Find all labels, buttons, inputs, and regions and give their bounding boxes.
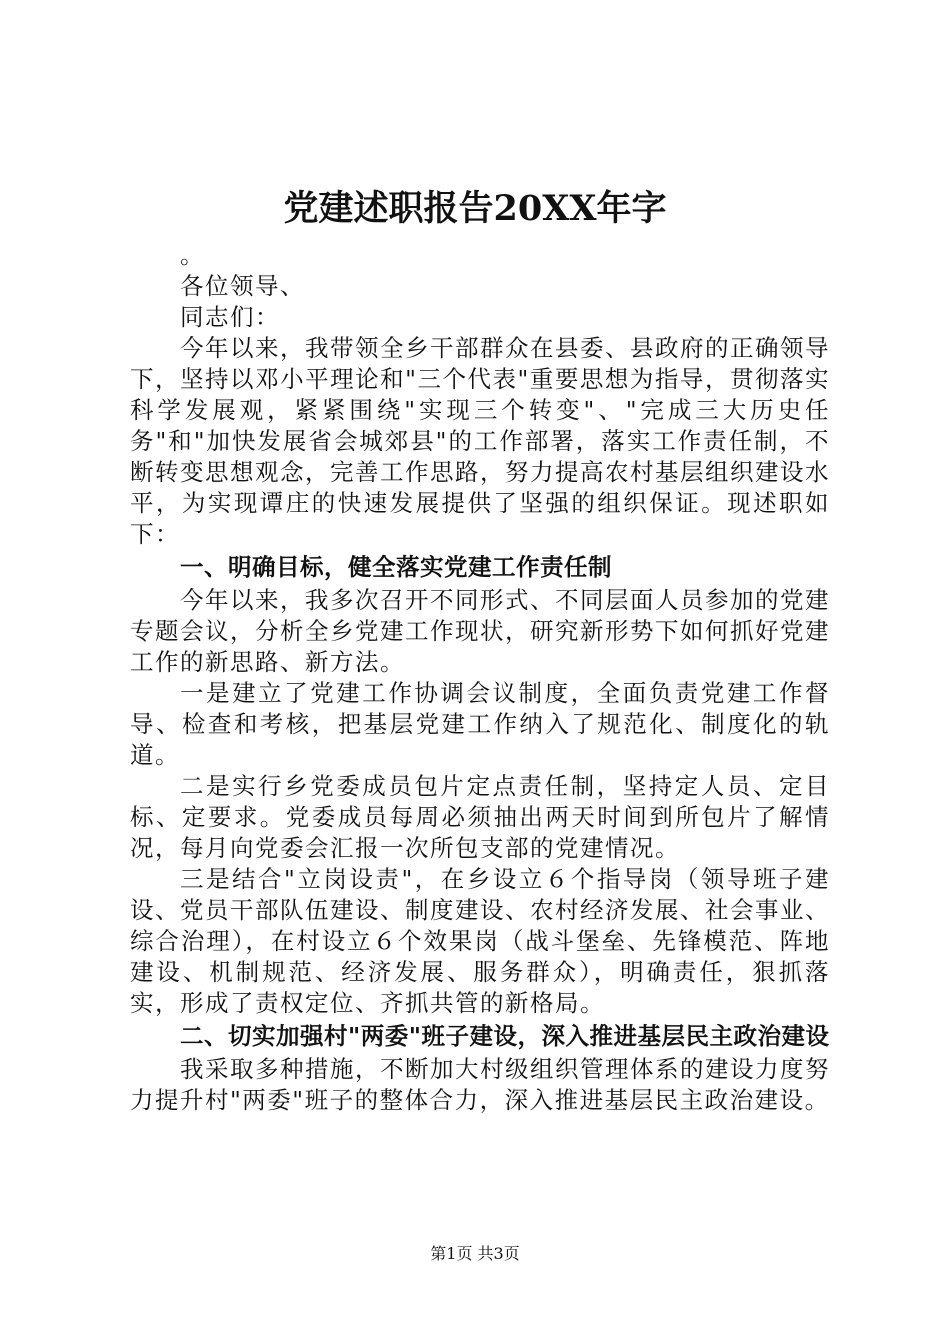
paragraph: 三是结合"立岗设责"，在乡设立６个指导岗（领导班子建设、党员干部队伍建设、制度建设、农村经济发展、社会事业、综合治理），在村设立６个效果岗（战斗堡垒、先锋模范、阵地建设、机制规范、经济发展、服务群众），明确责任，狠抓落实，形成了责权定位、齐抓共管的新格局。 [130, 865, 830, 1017]
paragraph: 今年以来，我带领全乡干部群众在县委、县政府的正确领导下，坚持以邓小平理论和"三个代表"重要思想为指导，贯彻落实科学发展观，紧紧围绕"实现三个转变"、"完成三大历史任务"和"加快发展省会城郊县"的工作部署，落实工作责任制，不断转变思想观念，完善工作思路，努力提高农村基层组织建设水平，为实现谭庄的快速发展提供了坚强的组织保证。现述职如下： [130, 334, 830, 548]
salutation: 各位领导、 [180, 272, 305, 300]
document-body [130, 240, 830, 1116]
paragraph: 。 [180, 241, 205, 269]
salutation: 同志们： [180, 303, 280, 331]
paragraph: 一是建立了党建工作协调会议制度，全面负责党建工作督导、检查和考核，把基层党建工作纳入了规范化、制度化的轨道。 [130, 679, 830, 769]
paragraph: 我采取多种措施，不断加大村级组织管理体系的建设力度努力提升村"两委"班子的整体合力，深入推进基层民主政治建设。 [130, 1055, 830, 1114]
section-heading: 一、明确目标，健全落实党建工作责任制 [180, 553, 612, 581]
paragraph: 今年以来，我多次召开不同形式、不同层面人员参加的党建专题会议，分析全乡党建工作现状，研究新形势下如何抓好党建工作的新思路、新方法。 [130, 586, 830, 676]
section-heading: 二、切实加强村"两委"班子建设，深入推进基层民主政治建设 [180, 1022, 830, 1050]
paragraph: 二是实行乡党委成员包片定点责任制，坚持定人员、定目标、定要求。党委成员每周必须抽出两天时间到所包片了解情况，每月向党委会汇报一次所包支部的党建情况。 [130, 772, 830, 862]
document-title: 党建述职报告20XX年字 [283, 188, 667, 229]
page-footer: 第1页 共3页 [430, 1244, 520, 1263]
